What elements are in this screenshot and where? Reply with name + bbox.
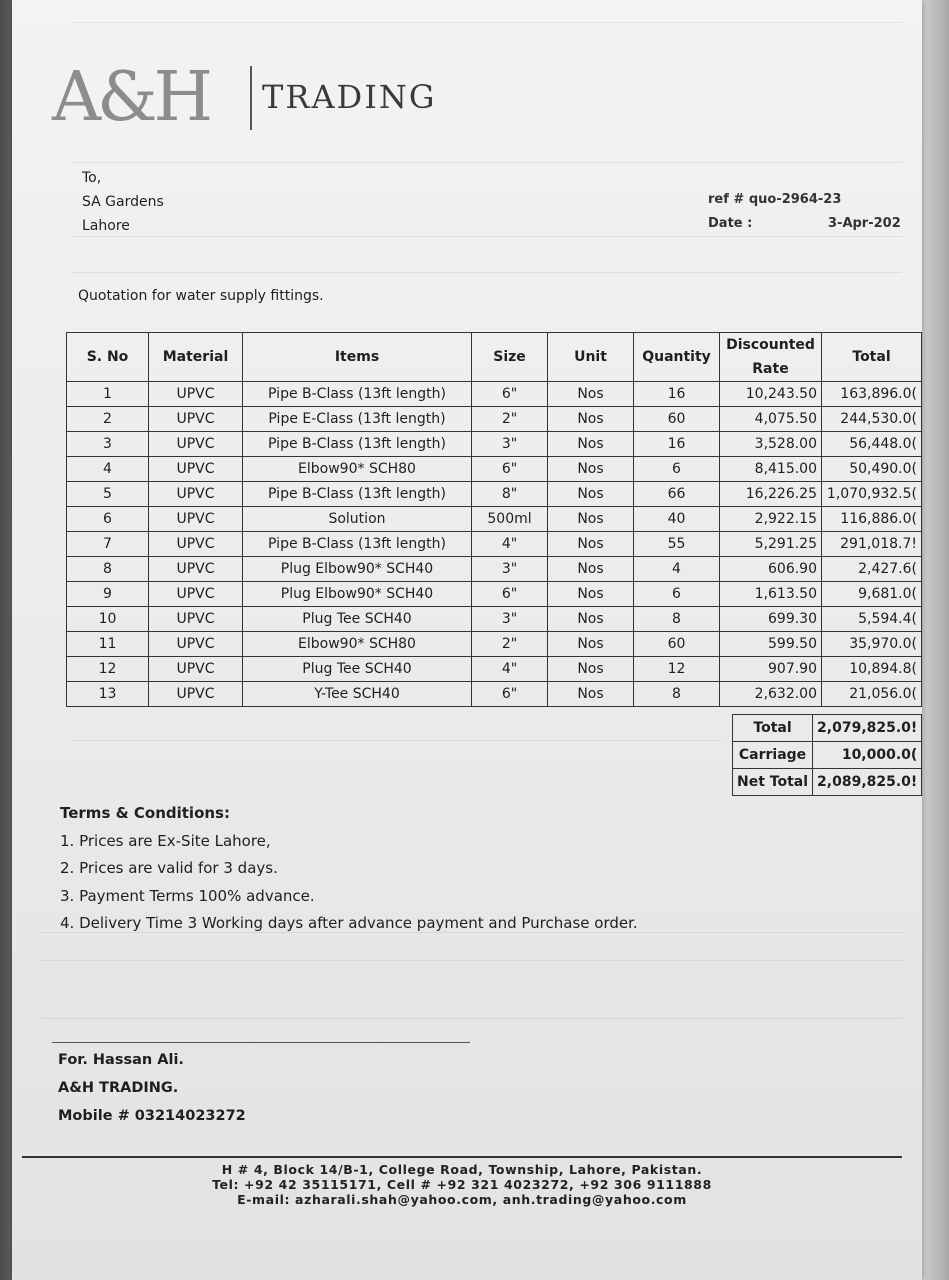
cell-material: UPVC	[149, 482, 243, 507]
cell-unit: Nos	[548, 382, 634, 407]
cell-item: Plug Tee SCH40	[243, 607, 472, 632]
cell-rate: 606.90	[720, 557, 822, 582]
term-item: 2. Prices are valid for 3 days.	[60, 859, 278, 877]
cell-size: 6"	[472, 682, 548, 707]
cell-quantity: 8	[634, 607, 720, 632]
cell-sno: 3	[67, 432, 149, 457]
cell-item: Pipe B-Class (13ft length)	[243, 532, 472, 557]
cell-rate: 2,632.00	[720, 682, 822, 707]
table-row	[67, 482, 922, 507]
cell-total: 56,448.0(	[822, 432, 922, 457]
cell-material: UPVC	[149, 632, 243, 657]
term-item: 1. Prices are Ex-Site Lahore,	[60, 831, 271, 850]
items-table	[66, 332, 922, 707]
cell-rate: 699.30	[720, 607, 822, 632]
cell-rate: 16,226.25	[720, 482, 822, 507]
cell-material: UPVC	[149, 657, 243, 682]
cell-size: 8"	[472, 482, 548, 507]
signature-line	[52, 1042, 470, 1043]
cell-unit: Nos	[548, 632, 634, 657]
term-item: 4. Delivery Time 3 Working days after advance payment and Purchase order.	[60, 914, 638, 932]
totals-value: 2,079,825.0!	[813, 715, 922, 742]
quotation-paper	[12, 0, 922, 1280]
logo-divider	[250, 66, 252, 130]
cell-size: 6"	[472, 457, 548, 482]
cell-sno: 1	[67, 382, 149, 407]
header-total: Total	[822, 333, 922, 382]
header-sno: S. No	[67, 333, 149, 382]
recipient-to: To,	[82, 170, 102, 186]
terms-section	[60, 800, 638, 938]
cell-sno: 8	[67, 557, 149, 582]
cell-unit: Nos	[548, 407, 634, 432]
date-label: Date :	[708, 216, 753, 231]
cell-unit: Nos	[548, 432, 634, 457]
table-header-row	[67, 333, 922, 382]
cell-item: Pipe B-Class (13ft length)	[243, 482, 472, 507]
cell-item: Plug Tee SCH40	[243, 657, 472, 682]
cell-material: UPVC	[149, 557, 243, 582]
totals-label: Carriage	[733, 742, 813, 769]
cell-sno: 6	[67, 507, 149, 532]
header-material: Material	[149, 333, 243, 382]
cell-total: 1,070,932.5(	[822, 482, 922, 507]
cell-sno: 4	[67, 457, 149, 482]
cell-size: 3"	[472, 607, 548, 632]
header-items: Items	[243, 333, 472, 382]
cell-item: Elbow90* SCH80	[243, 457, 472, 482]
cell-unit: Nos	[548, 557, 634, 582]
cell-rate: 8,415.00	[720, 457, 822, 482]
cell-size: 4"	[472, 532, 548, 557]
cell-quantity: 8	[634, 682, 720, 707]
cell-unit: Nos	[548, 582, 634, 607]
signature-mobile: Mobile # 03214023272	[58, 1108, 246, 1124]
cell-sno: 9	[67, 582, 149, 607]
quotation-subject: Quotation for water supply fittings.	[78, 288, 324, 304]
cell-sno: 10	[67, 607, 149, 632]
cell-quantity: 60	[634, 632, 720, 657]
cell-material: UPVC	[149, 507, 243, 532]
header-quantity: Quantity	[634, 333, 720, 382]
footer-address: H # 4, Block 14/B-1, College Road, Township, Lahore, Pakistan.	[221, 1162, 703, 1177]
table-row	[67, 382, 922, 407]
cell-quantity: 16	[634, 382, 720, 407]
cell-quantity: 55	[634, 532, 720, 557]
cell-rate: 5,291.25	[720, 532, 822, 557]
footer-divider	[22, 1156, 902, 1158]
footer	[112, 1162, 812, 1207]
cell-total: 9,681.0(	[822, 582, 922, 607]
cell-total: 244,530.0(	[822, 407, 922, 432]
reference-number: ref # quo-2964-23	[708, 192, 842, 207]
totals-row	[733, 715, 922, 742]
company-logo-mark: A&H	[52, 58, 209, 137]
cell-item: Plug Elbow90* SCH40	[243, 557, 472, 582]
table-row	[67, 607, 922, 632]
table-row	[67, 657, 922, 682]
cell-unit: Nos	[548, 682, 634, 707]
cell-sno: 12	[67, 657, 149, 682]
cell-size: 2"	[472, 407, 548, 432]
totals-value: 10,000.0(	[813, 742, 922, 769]
cell-rate: 3,528.00	[720, 432, 822, 457]
cell-rate: 599.50	[720, 632, 822, 657]
cell-quantity: 66	[634, 482, 720, 507]
cell-total: 5,594.4(	[822, 607, 922, 632]
cell-unit: Nos	[548, 482, 634, 507]
cell-item: Solution	[243, 507, 472, 532]
cell-total: 10,894.8(	[822, 657, 922, 682]
cell-rate: 2,922.15	[720, 507, 822, 532]
cell-total: 2,427.6(	[822, 557, 922, 582]
cell-total: 116,886.0(	[822, 507, 922, 532]
cell-unit: Nos	[548, 657, 634, 682]
cell-total: 291,018.7!	[822, 532, 922, 557]
header-discounted-rate: Discounted Rate	[720, 333, 822, 382]
cell-item: Y-Tee SCH40	[243, 682, 472, 707]
cell-material: UPVC	[149, 382, 243, 407]
cell-material: UPVC	[149, 407, 243, 432]
cell-total: 35,970.0(	[822, 632, 922, 657]
table-row	[67, 532, 922, 557]
signature-company: A&H TRADING.	[58, 1080, 179, 1096]
cell-unit: Nos	[548, 507, 634, 532]
cell-total: 163,896.0(	[822, 382, 922, 407]
cell-quantity: 6	[634, 582, 720, 607]
table-row	[67, 682, 922, 707]
table-row	[67, 407, 922, 432]
cell-size: 6"	[472, 382, 548, 407]
cell-quantity: 60	[634, 407, 720, 432]
cell-sno: 2	[67, 407, 149, 432]
cell-item: Pipe E-Class (13ft length)	[243, 407, 472, 432]
cell-material: UPVC	[149, 432, 243, 457]
cell-size: 2"	[472, 632, 548, 657]
cell-rate: 10,243.50	[720, 382, 822, 407]
date-value: 3-Apr-202	[828, 216, 901, 231]
table-row	[67, 557, 922, 582]
cell-quantity: 4	[634, 557, 720, 582]
cell-quantity: 12	[634, 657, 720, 682]
cell-sno: 5	[67, 482, 149, 507]
totals-value: 2,089,825.0!	[813, 769, 922, 796]
terms-title: Terms & Conditions:	[60, 804, 230, 822]
cell-quantity: 40	[634, 507, 720, 532]
cell-rate: 907.90	[720, 657, 822, 682]
cell-unit: Nos	[548, 607, 634, 632]
cell-material: UPVC	[149, 457, 243, 482]
totals-label: Total	[733, 715, 813, 742]
totals-label: Net Total	[733, 769, 813, 796]
footer-phone: Tel: +92 42 35115171, Cell # +92 321 4023272, +92 306 9111888	[212, 1177, 712, 1192]
cell-unit: Nos	[548, 532, 634, 557]
cell-material: UPVC	[149, 607, 243, 632]
totals-table	[732, 714, 922, 796]
footer-email: E-mail: azharali.shah@yahoo.com, anh.trading@yahoo.com	[237, 1192, 687, 1207]
header-unit: Unit	[548, 333, 634, 382]
cell-sno: 7	[67, 532, 149, 557]
signature-name: For. Hassan Ali.	[58, 1052, 184, 1068]
table-row	[67, 582, 922, 607]
cell-sno: 11	[67, 632, 149, 657]
cell-rate: 1,613.50	[720, 582, 822, 607]
signature-block	[58, 1046, 246, 1130]
table-row	[67, 632, 922, 657]
cell-size: 500ml	[472, 507, 548, 532]
cell-rate: 4,075.50	[720, 407, 822, 432]
cell-size: 3"	[472, 432, 548, 457]
totals-row	[733, 742, 922, 769]
totals-row	[733, 769, 922, 796]
header-size: Size	[472, 333, 548, 382]
cell-total: 21,056.0(	[822, 682, 922, 707]
cell-item: Pipe B-Class (13ft length)	[243, 382, 472, 407]
cell-quantity: 6	[634, 457, 720, 482]
cell-unit: Nos	[548, 457, 634, 482]
recipient-city: Lahore	[82, 218, 130, 234]
cell-material: UPVC	[149, 682, 243, 707]
cell-total: 50,490.0(	[822, 457, 922, 482]
cell-size: 4"	[472, 657, 548, 682]
cell-item: Pipe B-Class (13ft length)	[243, 432, 472, 457]
recipient-name: SA Gardens	[82, 194, 164, 210]
term-item: 3. Payment Terms 100% advance.	[60, 886, 315, 905]
cell-size: 6"	[472, 582, 548, 607]
table-row	[67, 432, 922, 457]
cell-quantity: 16	[634, 432, 720, 457]
cell-material: UPVC	[149, 532, 243, 557]
table-row	[67, 457, 922, 482]
cell-item: Plug Elbow90* SCH40	[243, 582, 472, 607]
cell-size: 3"	[472, 557, 548, 582]
table-row	[67, 507, 922, 532]
company-logo-word: TRADING	[262, 78, 437, 116]
cell-material: UPVC	[149, 582, 243, 607]
cell-item: Elbow90* SCH80	[243, 632, 472, 657]
cell-sno: 13	[67, 682, 149, 707]
